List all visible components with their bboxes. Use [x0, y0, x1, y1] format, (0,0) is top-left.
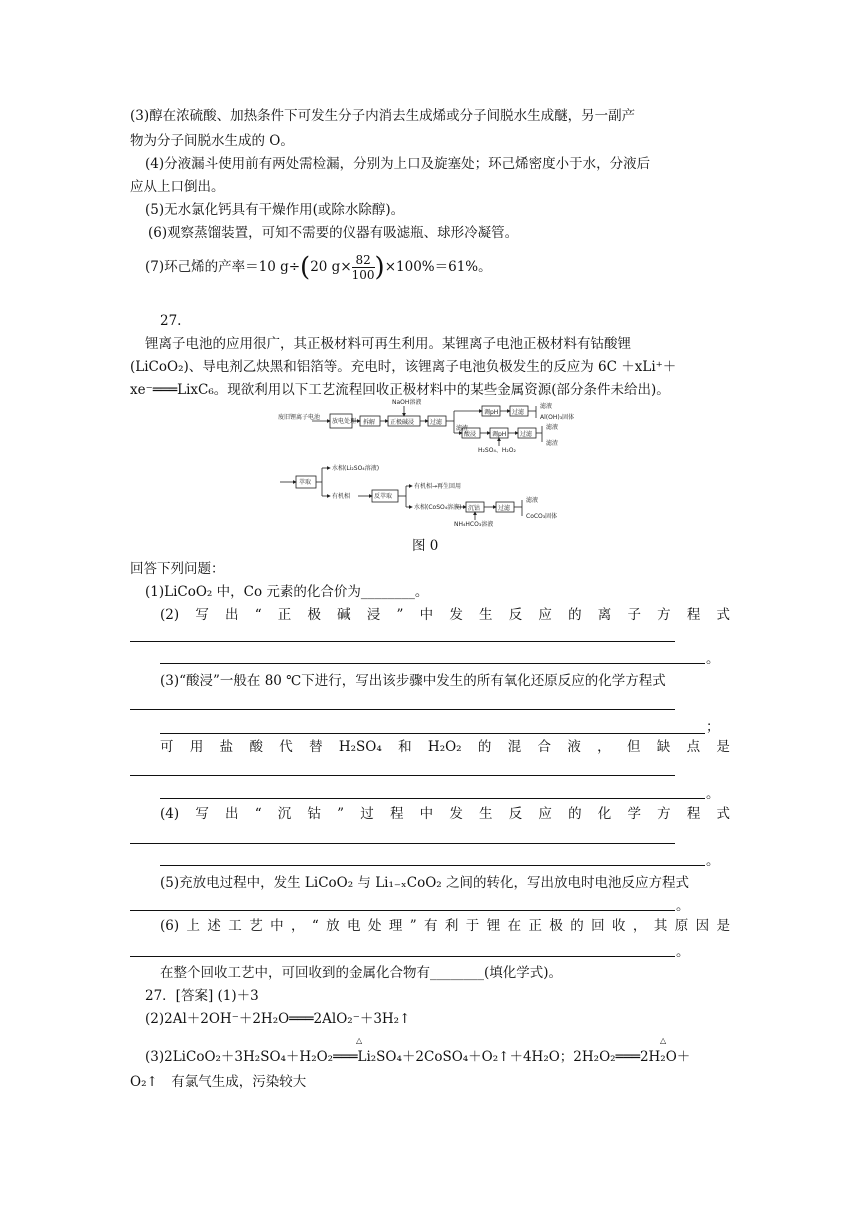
heat-symbol: △ — [356, 1036, 363, 1045]
question-6b: 在整个回收工艺中，可回收到的金属化合物有________(填化学式)。 — [160, 965, 563, 981]
q6-token: 中 — [270, 918, 284, 934]
flow-node-filter-2: 过滤 — [512, 409, 525, 416]
period: 。 — [706, 786, 720, 802]
q2-token: 式 — [716, 607, 730, 623]
q2-token: 反 — [508, 607, 523, 623]
q2-token: 发 — [449, 607, 463, 623]
q2-token: 方 — [657, 607, 671, 623]
q6-token: 利 — [444, 918, 459, 934]
q6-token: 因 — [695, 918, 710, 934]
q6-token: 锂 — [486, 918, 501, 934]
right-bracket: ) — [374, 252, 385, 283]
left-bracket: ( — [300, 252, 311, 283]
q3b-token: 酸 — [249, 739, 263, 755]
question-intro-2: (LiCoO₂)、导电剂乙炔黑和铝箔等。充电时，该锂离子电池负极发生的反应为 6C ＋xLi⁺＋ — [130, 359, 677, 375]
q6-token: 的 — [570, 918, 584, 934]
flow-node-aqueous-co: 水相(CoSO₄溶液) — [414, 504, 462, 511]
question-1: (1)LiCoO₂ 中，Co 元素的化合价为________。 — [145, 584, 429, 600]
flow-node-filter-4: 过滤 — [498, 505, 511, 512]
flow-node-residue-2: 滤渣 — [546, 440, 559, 447]
q6-token: 述 — [207, 918, 221, 934]
q6-token: 工 — [228, 918, 242, 934]
answer-3-line2: 物为分子间脱水生成的 O。 — [130, 133, 294, 149]
answer-3-tail: O₂↑ 有氯气生成，污染较大 — [130, 1074, 307, 1090]
q2-token: “ — [254, 607, 262, 623]
q4-token: “ — [254, 806, 262, 822]
q4-token: 写 — [195, 806, 209, 822]
flow-node-battery: 废旧锂离子电池 — [278, 414, 321, 421]
q2-token: 出 — [225, 607, 239, 623]
question-3: (3)“酸浸”一般在 80 ℃下进行，写出该步骤中发生的所有氧化还原反应的化学方程式 — [160, 673, 666, 689]
flow-node-filtrate-3: 滤液 — [526, 497, 539, 504]
q3b-token: ， — [597, 739, 611, 755]
q6-token: 极 — [549, 918, 563, 934]
period: 。 — [706, 651, 720, 667]
answer-2: (2)2Al＋2OH⁻＋2H₂O═══2AlO₂⁻＋3H₂↑ — [145, 1011, 411, 1027]
answer-7-suffix: ×100%＝61%。 — [384, 259, 492, 275]
q3b-token: 但 — [626, 739, 641, 755]
answer-line[interactable] — [130, 842, 675, 844]
q3b-token: H₂SO₄ — [338, 739, 382, 755]
answer-line[interactable] — [130, 640, 675, 642]
q2-token: 生 — [479, 607, 493, 623]
answer-3: (3)2LiCoO₂＋3H₂SO₄＋H₂O₂═══Li₂SO₄＋2CoSO₄＋O₂↑＋4H₂O；2H₂O₂═══2H₂O＋ — [145, 1049, 691, 1065]
q6-token: 电 — [347, 918, 361, 934]
q6-token: 有 — [424, 918, 438, 934]
flow-node-alkali-leach: 正极碱浸 — [390, 419, 415, 426]
fraction — [352, 253, 375, 282]
q6-token: (6) — [160, 918, 180, 934]
q6-token: 其 — [653, 918, 668, 934]
flow-node-aqueous-li: 水相(Li₂SO₄溶液) — [332, 465, 380, 472]
q3b-token: 缺 — [656, 739, 671, 755]
q4-token: 学 — [627, 806, 641, 822]
q6-token: 处 — [367, 918, 382, 934]
q2-token: 的 — [568, 607, 582, 623]
answer-3-line1: (3)醇在浓硫酸、加热条件下可发生分子内消去生成烯或分子间脱水生成醚，另一副产 — [130, 108, 636, 124]
q4-token: 化 — [597, 806, 612, 822]
q4-token: 中 — [419, 806, 434, 822]
q6-token: 上 — [186, 918, 201, 934]
q6-token: “ — [311, 918, 319, 934]
q3b-token: 替 — [309, 739, 323, 755]
q4-token: 式 — [716, 806, 730, 822]
flow-node-filter-3: 过滤 — [520, 431, 533, 438]
q2-token: 浸 — [366, 607, 381, 623]
flow-node-coco3: CoCO₃固体 — [526, 513, 558, 520]
flow-node-precip-co: 沉钴 — [468, 505, 481, 512]
answer-4-line1: (4)分液漏斗使用前有两处需检漏，分别为上口及旋塞处；环己烯密度小于水，分液后 — [145, 156, 651, 172]
answer-line[interactable] — [160, 797, 705, 799]
q4-token: 出 — [225, 806, 239, 822]
answer-7-term: 20 g× — [310, 259, 352, 275]
semicolon: ； — [706, 719, 720, 735]
q6-token: ” — [409, 918, 417, 934]
q4-token: (4) — [160, 806, 180, 822]
answer-7 — [145, 250, 745, 284]
figure-caption: 图 0 — [412, 538, 439, 554]
q4-token: ” — [337, 806, 345, 822]
q4-token: 生 — [479, 806, 493, 822]
q3b-token: 用 — [189, 739, 204, 755]
flow-node-adjust-ph-1: 调pH — [484, 409, 499, 416]
flow-node-aloh3: Al(OH)₃固体 — [540, 414, 575, 421]
flow-node-back-extract: 反萃取 — [374, 493, 393, 500]
q6-token: 原 — [674, 918, 689, 934]
q6-token: 理 — [388, 918, 403, 934]
q2-token: 正 — [277, 607, 292, 623]
q4-token: 程 — [389, 806, 404, 822]
flow-node-filtrate-1: 滤液 — [540, 403, 553, 410]
question-intro-3: xe⁻═══LixC₆。现欲利用以下工艺流程回收正极材料中的某些金属资源(部分条件未给出)。 — [130, 382, 670, 398]
question-2 — [160, 604, 730, 627]
flow-node-extract: 萃取 — [299, 479, 312, 486]
q4-token: 应 — [538, 806, 552, 822]
q3b-token: 和 — [398, 739, 412, 755]
period: 。 — [676, 944, 690, 960]
q6-token: 艺 — [249, 918, 263, 934]
flow-node-recycle: 有机相→再生回用 — [414, 483, 462, 490]
flow-reagent-nh4hco3: NH₄HCO₃溶液 — [454, 521, 494, 528]
q6-token: 正 — [528, 918, 542, 934]
q4-token: 反 — [508, 806, 523, 822]
period: 。 — [676, 898, 690, 914]
question-intro-1: 锂离子电池的应用很广，其正极材料可再生利用。某锂离子电池正极材料有钴酸锂 — [145, 336, 631, 352]
q3b-token: 点 — [686, 739, 701, 755]
question-5: (5)充放电过程中，发生 LiCoO₂ 与 Li₁₋ₓCoO₂ 之间的转化，写出放电时电池反应方程式 — [160, 875, 689, 891]
q4-token: 发 — [449, 806, 463, 822]
answer-4-line2: 应从上口倒出。 — [130, 179, 225, 195]
q4-token: 的 — [568, 806, 582, 822]
flow-node-acid-leach: 酸浸 — [464, 431, 477, 438]
q2-token: 碱 — [337, 607, 351, 623]
answer-line[interactable] — [130, 774, 675, 776]
q2-token: (2) — [160, 607, 180, 623]
q3b-token: 可 — [160, 739, 174, 755]
q3b-token: 是 — [716, 739, 730, 755]
q6-token: ， — [290, 918, 305, 934]
process-flowchart — [278, 398, 608, 528]
flow-node-discharge: 放电处理 — [332, 418, 357, 425]
answer-head: 27．[答案] (1)＋3 — [145, 988, 259, 1004]
fraction-denominator: 100 — [351, 268, 375, 282]
q2-token: 子 — [627, 607, 641, 623]
flow-node-adjust-ph-2: 调pH — [492, 431, 507, 438]
q3b-token: 盐 — [219, 739, 234, 755]
period: 。 — [706, 853, 720, 869]
answer-line[interactable] — [130, 708, 675, 710]
q2-token: 离 — [597, 607, 612, 623]
q4-token: 钴 — [307, 806, 321, 822]
q6-token: 收 — [612, 918, 626, 934]
flow-reagent-naoh: NaOH溶液 — [392, 399, 422, 406]
q2-token: ” — [396, 607, 404, 623]
q2-token: 中 — [419, 607, 434, 623]
answer-line[interactable] — [160, 732, 705, 734]
fraction-numerator: 82 — [352, 253, 375, 268]
q3b-token: 液 — [567, 739, 581, 755]
q4-token: 方 — [657, 806, 671, 822]
flow-node-filtrate-2: 滤液 — [546, 424, 559, 431]
question-number: 27. — [160, 313, 182, 329]
answer-line[interactable] — [160, 662, 705, 664]
flow-node-residue-1: 滤渣 — [456, 425, 469, 432]
q6-token: 是 — [716, 918, 730, 934]
answer-6: (6)观察蒸馏装置，可知不需要的仪器有吸滤瓶、球形冷凝管。 — [148, 225, 519, 241]
heat-symbol: △ — [660, 1036, 667, 1045]
q3b-token: 混 — [507, 739, 522, 755]
question-4 — [160, 803, 730, 826]
q3b-token: H₂O₂ — [427, 739, 462, 755]
q2-token: 程 — [686, 607, 701, 623]
flow-node-dismantle: 拆解 — [363, 419, 376, 426]
q3b-token: 代 — [279, 739, 293, 755]
q4-token: 程 — [686, 806, 701, 822]
q6-token: 回 — [591, 918, 605, 934]
answer-line[interactable] — [130, 909, 675, 911]
q3b-token: 的 — [477, 739, 492, 755]
flow-node-filter-1: 过滤 — [430, 419, 443, 426]
q2-token: 极 — [307, 607, 321, 623]
q3b-token: 合 — [537, 739, 552, 755]
q4-token: 沉 — [277, 806, 292, 822]
q6-token: ， — [632, 918, 647, 934]
q6-token: 放 — [326, 918, 340, 934]
answer-prompt: 回答下列问题： — [130, 561, 225, 577]
answer-5: (5)无水氯化钙具有干燥作用(或除水除醇)。 — [145, 202, 405, 218]
q4-token: 过 — [360, 806, 374, 822]
question-6 — [160, 915, 730, 938]
q6-token: 于 — [465, 918, 480, 934]
answer-line[interactable] — [160, 864, 705, 866]
q2-token: 写 — [195, 607, 209, 623]
flow-node-organic: 有机相 — [332, 493, 351, 500]
q2-token: 应 — [538, 607, 552, 623]
q6-token: 在 — [507, 918, 522, 934]
answer-line[interactable] — [130, 955, 675, 957]
question-3b — [160, 736, 730, 759]
flow-reagent-acid: H₂SO₄、H₂O₂ — [478, 447, 516, 454]
answer-7-prefix: (7)环己烯的产率＝10 g÷ — [145, 259, 301, 275]
